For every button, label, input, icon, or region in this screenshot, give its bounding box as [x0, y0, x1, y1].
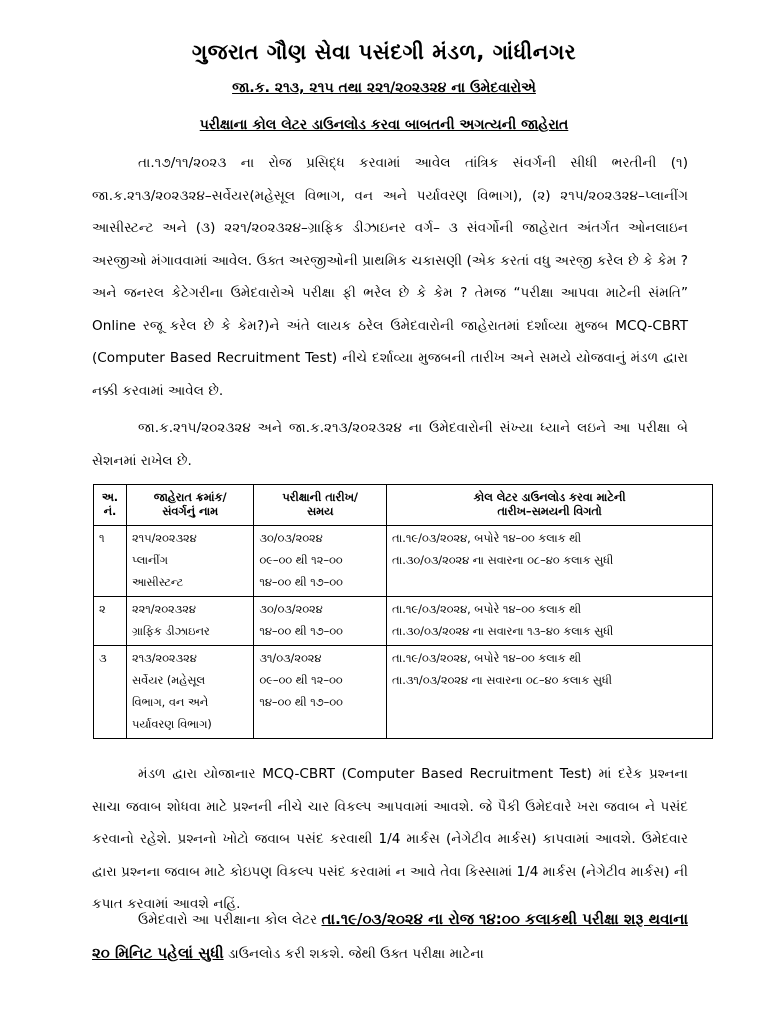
row-download: તા.૧૯/૦૩/૨૦૨૪, બપોરે ૧૪–૦૦ કલાક થી તા.૩૦/૦૩/૨૦૨૪ ના સવારના ૧૩–૪૦ કલાક સુધી: [387, 597, 713, 646]
download-paragraph: [92, 903, 688, 970]
row-advertisement: ૨૨૧/૨૦૨૩૨૪ ગ્રાફિક ડીઝાઇનર: [127, 597, 254, 646]
session-paragraph: જા.ક.૨૧૫/૨૦૨૩૨૪ અને જા.ક.૨૧૩/૨૦૨૩૨૪ ના ઉમેદવારોની સંખ્યા ધ્યાને લઇને આ પરીક્ષા બે સેશનમાં રાખેલ છે.: [92, 420, 688, 469]
row-exam-date: ૩૦/૦૩/૨૦૨૪ ૧૪–૦૦ થી ૧૭–૦૦: [254, 597, 387, 646]
download-deadline-emphasis: તા.૧૯/૦૩/૨૦૨૪ ના રોજ ૧૪:૦૦ કલાકથી પરીક્ષા શરૂ થવાના ૨૦ મિનિટ પહેલાં સુધી: [92, 910, 689, 962]
row-exam-date: ૩૧/૦૩/૨૦૨૪ ૦૯–૦૦ થી ૧૨–૦૦ ૧૪–૦૦ થી ૧૭–૦૦: [254, 646, 387, 739]
table-header-row: [94, 485, 713, 526]
table-row: [94, 526, 713, 597]
table-row: [94, 646, 713, 739]
row-advertisement: ૨૧૩/૨૦૨૩૨૪ સર્વેયર (મહેસૂલ વિભાગ, વન અને પર્યાવરણ વિભાગ): [127, 646, 254, 739]
table-row: [94, 597, 713, 646]
download-text-start: ઉમેદવારો આ પરીક્ષાના કોલ લેટર: [138, 912, 322, 928]
header-exam-date: પરીક્ષાની તારીખ/ સમય: [254, 485, 387, 526]
row-serial: ૨: [94, 597, 127, 646]
download-text-end: ડાઉનલોડ કરી શકશે. જેથી ઉક્ત પરીક્ષા માટેના: [223, 945, 484, 962]
header-advertisement: જાહેરાત ક્રમાંક/ સંવર્ગનું નામ: [127, 485, 254, 526]
intro-paragraph: તા.૧૭/૧૧/૨૦૨૩ ના રોજ પ્રસિદ્ધ કરવામાં આવેલ તાંત્રિક સંવર્ગની સીધી ભરતીની (૧) જા.ક.૨૧૩/૨૦૨૩૨૪–સર્વેયર(મહેસૂલ વિભાગ, વન અને પર્યાવરણ વિભાગ), (૨) ૨૧૫/૨૦૨૩૨૪–પ્લાનીંગ આસીસ્ટન્ટ અને (૩) ૨૨૧/૨૦૨૩૨૪–ગ્રાફિક ડીઝાઇનર વર્ગ– ૩ સંવર્ગોની જાહેરાત અંતર્ગત ઓનલાઇન અરજીઓ મંગાવવામાં આવેલ. ઉક્ત અરજીઓની પ્રાથમિક ચકાસણી (એક કરતાં વધુ અરજી કરેલ છે કે કેમ ? અને જનરલ કેટેગરીના ઉમેદવારોએ પરીક્ષા ફી ભરેલ છે કે કેમ ? તેમજ “પરીક્ષા આપવા માટેની સંમતિ” Online રજૂ કરેલ છે કે કેમ?)ને અંતે લાયક ઠરેલ ઉમેદવારોની જાહેરાતમાં દર્શાવ્યા મુજબ MCQ-CBRT (Computer Based Recruitment Test) નીચે દર્શાવ્યા મુજબની તારીખ અને સમયે યોજવાનું મંડળ દ્વારા નક્કી કરવામાં આવેલ છે.: [92, 155, 688, 399]
header-download-details: કોલ લેટર ડાઉનલોડ કરવા માટેની તારીખ–સમયની વિગતો: [387, 485, 713, 526]
marking-paragraph: મંડળ દ્વારા યોજાનાર MCQ-CBRT (Computer Based Recruitment Test) માં દરેક પ્રશ્નના સાચા જવાબ શોધવા માટે પ્રશ્નની નીચે ચાર વિકલ્પ આપવામાં આવશે. જે પૈકી ઉમેદવારે ખરા જવાબ ને પસંદ કરવાનો રહેશે. પ્રશ્નનો ખોટો જવાબ પસંદ કરવાથી 1/4 માર્કસ (નેગેટીવ માર્કસ) કાપવામાં આવશે. ઉમેદવાર દ્વારા પ્રશ્નના જવાબ માટે કોઇપણ વિકલ્પ પસંદ કરવામાં ન આવે તેવા કિસ્સામાં 1/4 માર્કસ (નેગેટીવ માર્કસ) ની કપાત કરવામાં આવશે નહિં.: [92, 766, 688, 912]
subtitle-advertisements: જા.ક. ૨૧૩, ૨૧૫ તથા ૨૨૧/૨૦૨૩૨૪ ના ઉમેદવારોએ: [232, 80, 536, 96]
row-serial: ૧: [94, 526, 127, 597]
subtitle-notice: પરીક્ષાના કોલ લેટર ડાઉનલોડ કરવા બાબતની અગત્યની જાહેરાત: [199, 117, 569, 133]
header-serial: અ. નં.: [94, 485, 127, 526]
row-advertisement: ૨૧૫/૨૦૨૩૨૪ પ્લાનીંગ આસીસ્ટન્ટ: [127, 526, 254, 597]
row-download: તા.૧૯/૦૩/૨૦૨૪, બપોરે ૧૪–૦૦ કલાક થી તા.૩૧/૦૩/૨૦૨૪ ના સવારના ૦૮–૪૦ કલાક સુધી: [387, 646, 713, 739]
row-exam-date: ૩૦/૦૩/૨૦૨૪ ૦૯–૦૦ થી ૧૨–૦૦ ૧૪–૦૦ થી ૧૭–૦૦: [254, 526, 387, 597]
schedule-table: [93, 484, 713, 739]
row-serial: ૩: [94, 646, 127, 739]
page-title: ગુજરાત ગૌણ સેવા પસંદગી મંડળ, ગાંધીનગર: [191, 40, 577, 64]
row-download: તા.૧૯/૦૩/૨૦૨૪, બપોરે ૧૪–૦૦ કલાક થી તા.૩૦/૦૩/૨૦૨૪ ના સવારના ૦૮–૪૦ કલાક સુધી: [387, 526, 713, 597]
